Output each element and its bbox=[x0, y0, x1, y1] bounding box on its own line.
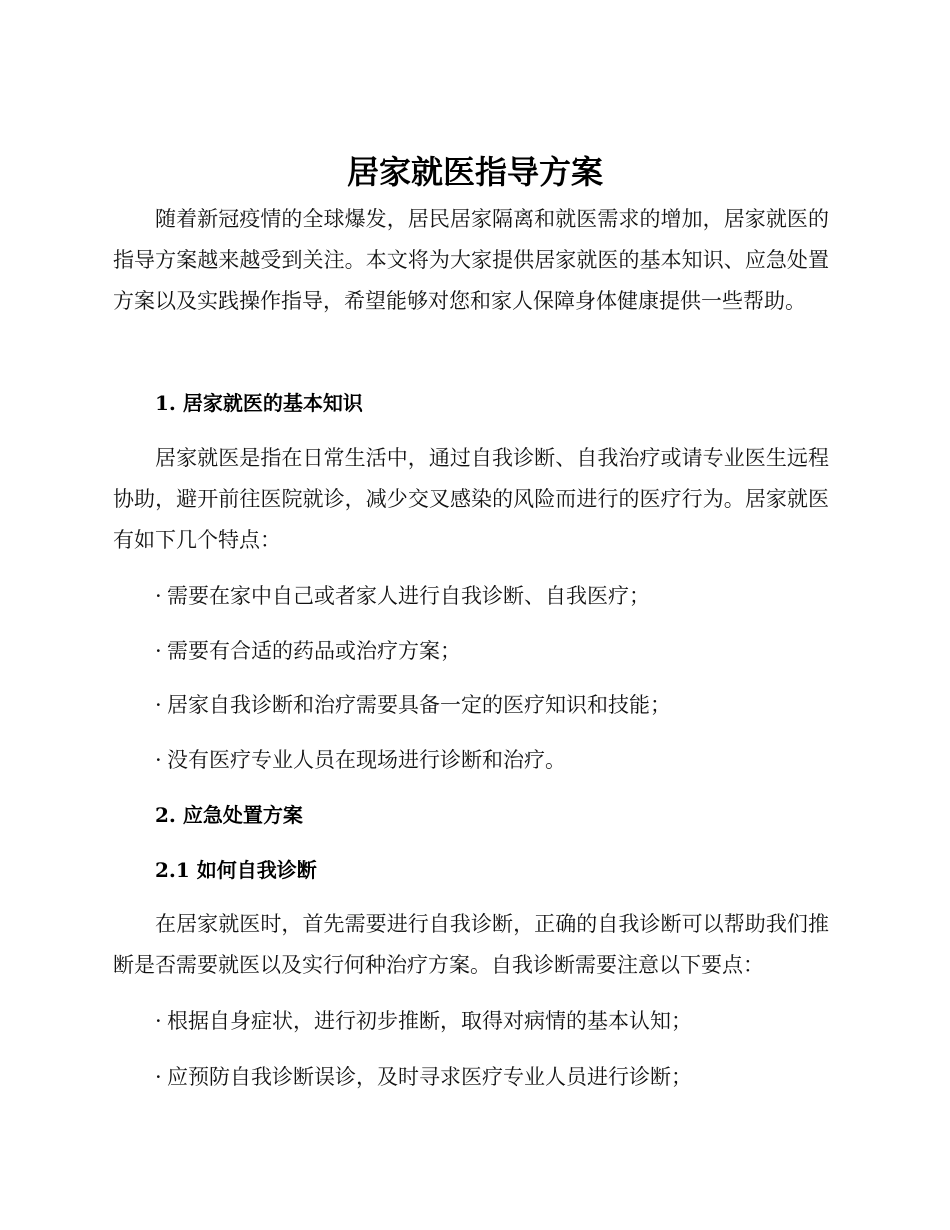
section-2-1-paragraph: 在居家就医时，首先需要进行自我诊断，正确的自我诊断可以帮助我们推断是否需要就医以及实行何种治疗方案。自我诊断需要注意以下要点： bbox=[113, 912, 829, 977]
intro-paragraph: 随着新冠疫情的全球爆发，居民居家隔离和就医需求的增加，居家就医的指导方案越来越受到关注。本文将为大家提供居家就医的基本知识、应急处置方案以及实践操作指导，希望能够对您和家人保障身体健康提供一些帮助。 bbox=[113, 207, 829, 313]
list-item-text: 应预防自我诊断误诊，及时寻求医疗专业人员进行诊断； bbox=[167, 1065, 692, 1089]
list-item-text: 根据自身症状，进行初步推断，取得对病情的基本认知； bbox=[167, 1009, 692, 1033]
list-item bbox=[155, 636, 829, 666]
bullet-mark: · bbox=[155, 748, 162, 772]
list-item bbox=[155, 745, 829, 775]
bullet-mark: · bbox=[155, 584, 162, 608]
bullet-mark: · bbox=[155, 1065, 162, 1089]
list-item-text: 居家自我诊断和治疗需要具备一定的医疗知识和技能； bbox=[167, 693, 671, 717]
bullet-mark: · bbox=[155, 693, 162, 717]
list-item bbox=[155, 1006, 829, 1036]
list-item-text: 需要在家中自己或者家人进行自我诊断、自我医疗； bbox=[167, 584, 650, 608]
list-item bbox=[155, 690, 829, 720]
section-2-1-heading: 2.1 如何自我诊断 bbox=[155, 858, 317, 882]
bullet-mark: · bbox=[155, 639, 162, 663]
list-item bbox=[155, 1062, 829, 1092]
bullet-mark: · bbox=[155, 1009, 162, 1033]
section-1-heading: 1. 居家就医的基本知识 bbox=[155, 391, 363, 415]
page-title: 居家就医指导方案 bbox=[346, 153, 603, 191]
section-1-paragraph: 居家就医是指在日常生活中，通过自我诊断、自我治疗或请专业医生远程协助，避开前往医院就诊，减少交叉感染的风险而进行的医疗行为。居家就医有如下几个特点： bbox=[113, 446, 829, 552]
section-2-heading: 2. 应急处置方案 bbox=[155, 803, 303, 827]
list-item bbox=[155, 581, 829, 611]
list-item-text: 需要有合适的药品或治疗方案； bbox=[167, 639, 461, 663]
list-item-text: 没有医疗专业人员在现场进行诊断和治疗。 bbox=[167, 748, 566, 772]
